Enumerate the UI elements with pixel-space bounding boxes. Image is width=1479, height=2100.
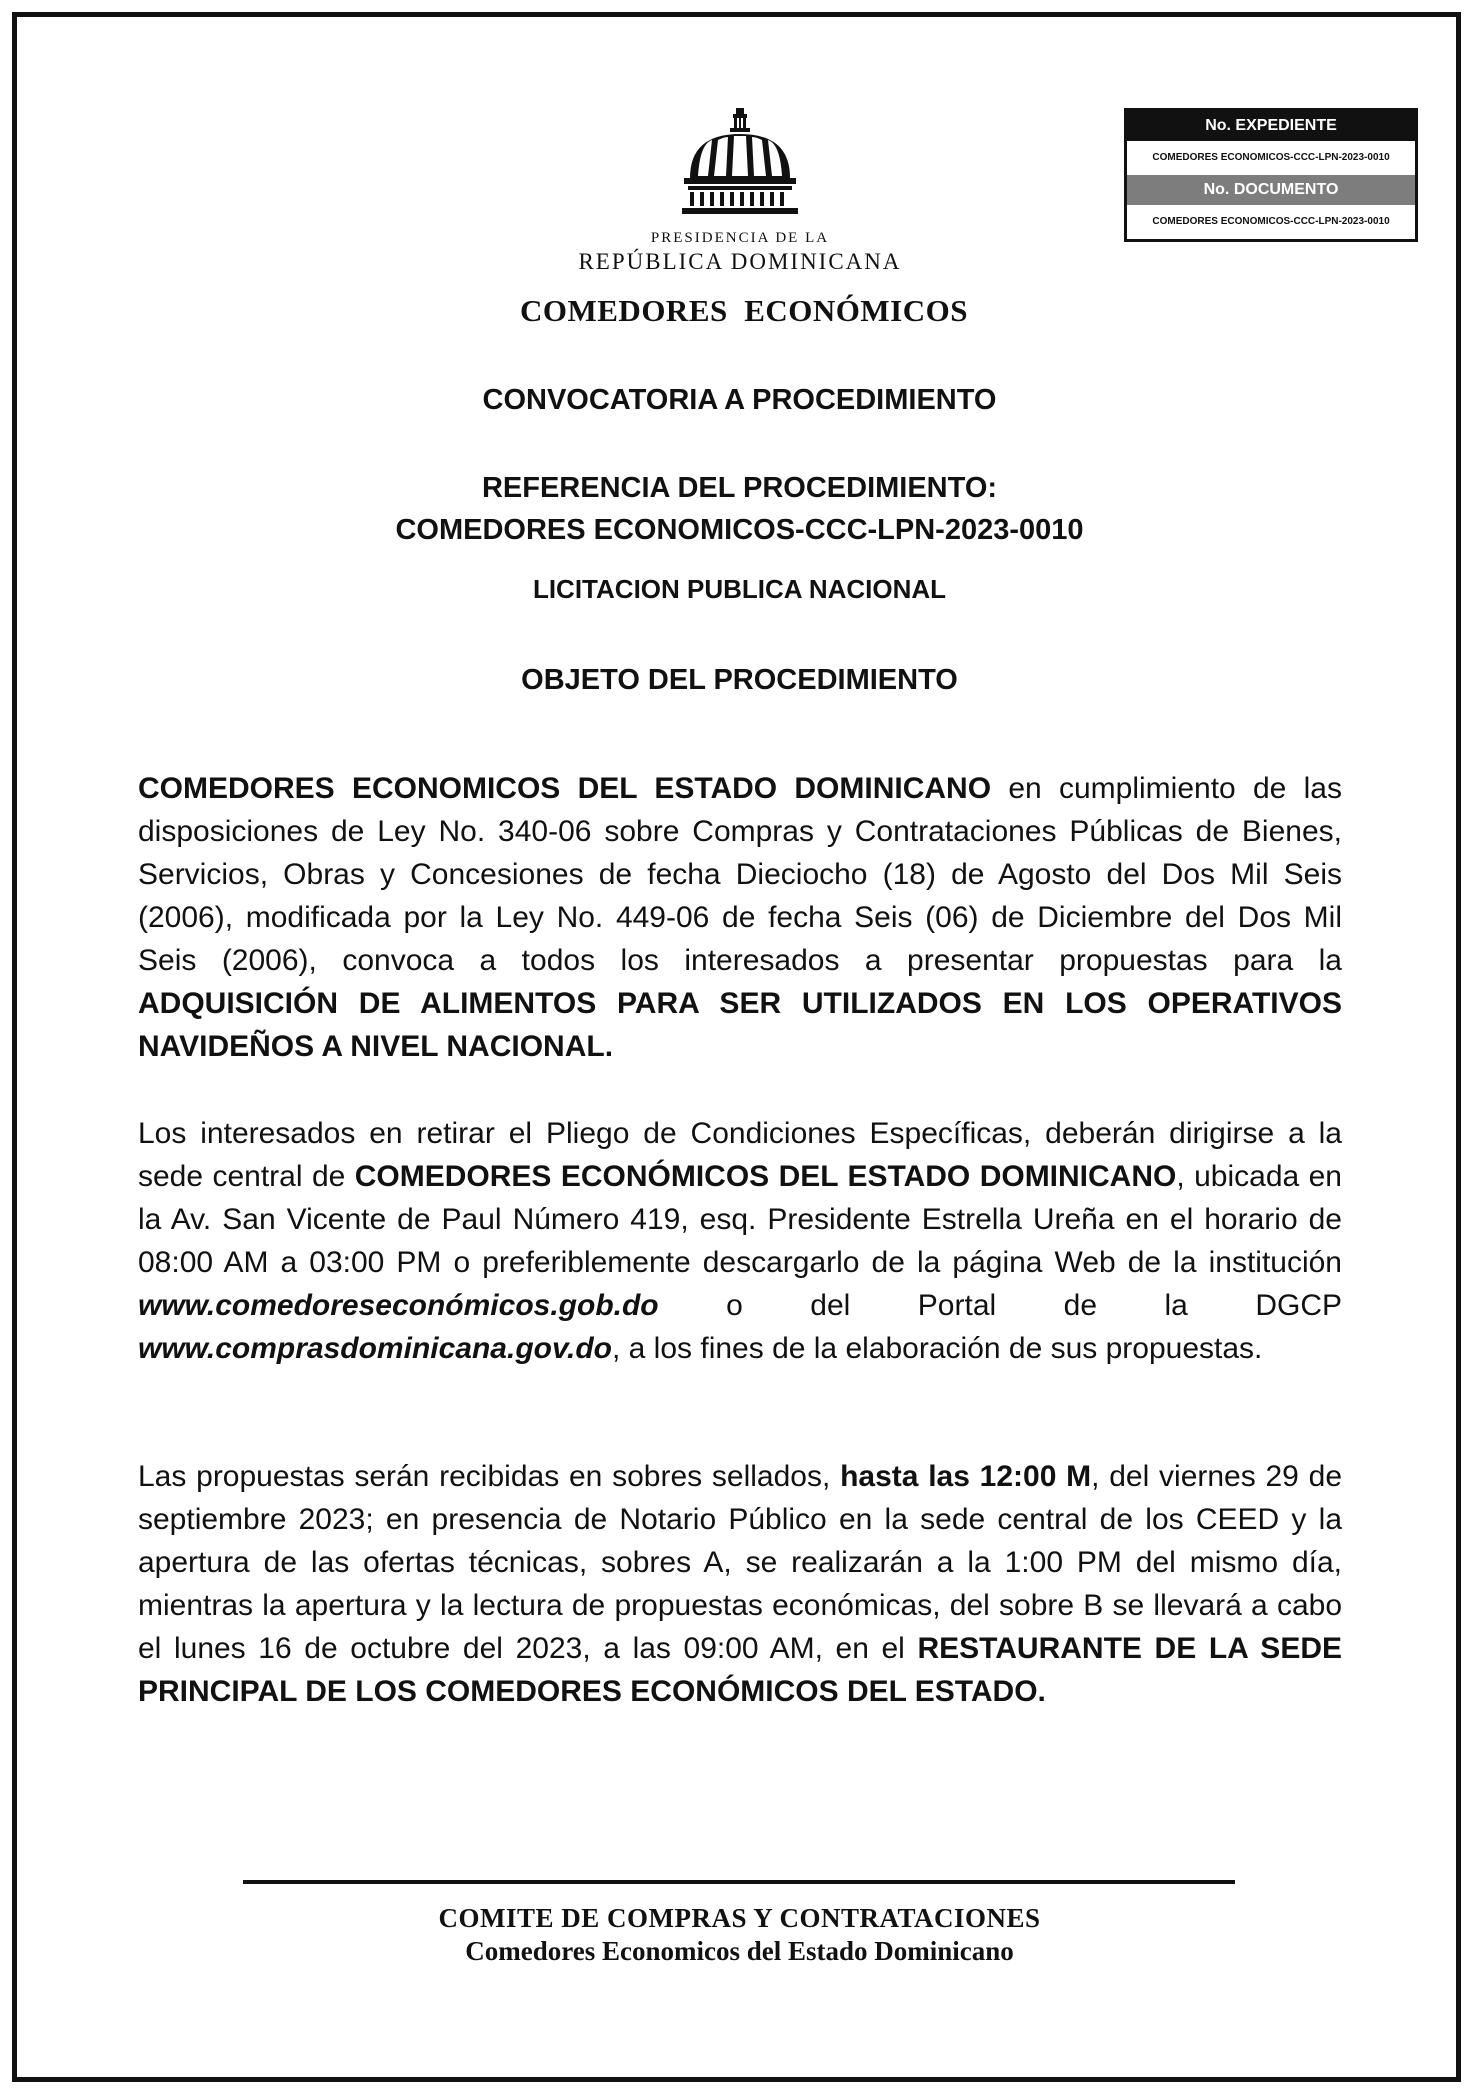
- paragraph-text: Los interesados en retirar el Pliego de Condiciones Específicas, deberán dirigirse a la sede central de: [138, 1117, 1342, 1193]
- palacio-nacional-dome-icon: [678, 108, 802, 216]
- paragraph-propuestas: [138, 1455, 1342, 1713]
- objeto-title: OBJETO DEL PROCEDIMIENTO: [521, 664, 958, 696]
- paragraph-text: , del viernes 29 de septiembre 2023; en presencia de Notario Público en la sede central de los CEED y la apertura de las ofertas técnicas, sobres A, se realizarán a la 1:00 PM del mismo día, mientras la apertura y la lectura de propuestas económicas, del sobre B se llevará a cabo el lunes 16 de octubre del 2023, a las 09:00 AM, en el: [138, 1460, 1343, 1665]
- paragraph-convocatoria: [138, 767, 1342, 1068]
- institution-logo: [520, 108, 968, 329]
- institution-name: COMEDORES ECONÓMICOS: [520, 293, 968, 328]
- republica-label: REPÚBLICA DOMINICANA: [578, 249, 902, 274]
- procedure-type: LICITACION PUBLICA NACIONAL: [532, 574, 947, 604]
- signature-line: [243, 1880, 1235, 1884]
- venue-text: RESTAURANTE DE LA SEDE PRINCIPAL DE LOS COMEDORES ECONÓMICOS DEL ESTADO.: [138, 1632, 1342, 1708]
- paragraph-text: , a los fines de la elaboración de sus propuestas.: [611, 1332, 1263, 1365]
- paragraph-text: en cumplimiento de las disposiciones de Ley No. 340-06 sobre Compras y Contrataciones Públicas de Bienes, Servicios, Obras y Concesiones de fecha Dieciocho (18) de Agosto del Dos Mil Seis (2006), modificada por la Ley No. 449-06 de fecha Seis (06) de Diciembre del Dos Mil Seis (2006), convoca a todos los interesados a presentar propuestas para la: [138, 772, 1342, 977]
- paragraph-text: Las propuestas serán recibidas en sobres sellados,: [138, 1460, 841, 1493]
- referencia-label: REFERENCIA DEL PROCEDIMIENTO:: [481, 472, 998, 504]
- paragraph-pliego: [138, 1112, 1342, 1370]
- paragraph-text: o del Portal de la DGCP: [658, 1289, 1342, 1322]
- procurement-object: ADQUISICIÓN DE ALIMENTOS PARA SER UTILIZADOS EN LOS OPERATIVOS NAVIDEÑOS A NIVEL NACIONAL.: [138, 987, 1342, 1063]
- documento-label: No. DOCUMENTO: [1127, 175, 1415, 205]
- institution-full-name: Comedores Economicos del Estado Dominicano: [465, 1936, 1014, 1966]
- dgcp-portal-link[interactable]: www.comprasdominicana.gov.do: [138, 1332, 612, 1365]
- paragraph-text: , ubicada en la Av. San Vicente de Paul Número 419, esq. Presidente Estrella Ureña en el horario de 08:00 AM a 03:00 PM o preferiblemente descargarlo de la página Web de la institución: [138, 1160, 1342, 1279]
- expediente-box: [1124, 108, 1418, 242]
- presidencia-label: PRESIDENCIA DE LA: [650, 230, 830, 246]
- entity-name: COMEDORES ECONÓMICOS DEL ESTADO DOMINICANO: [354, 1160, 1177, 1193]
- convocatoria-title: CONVOCATORIA A PROCEDIMIENTO: [482, 384, 997, 416]
- expediente-label: No. EXPEDIENTE: [1127, 111, 1415, 141]
- expediente-value: COMEDORES ECONOMICOS-CCC-LPN-2023-0010: [1127, 141, 1415, 175]
- institution-website-link[interactable]: www.comedoreseconómicos.gob.do: [138, 1289, 659, 1322]
- deadline-text: hasta las 12:00 M: [840, 1460, 1092, 1493]
- referencia-value: COMEDORES ECONOMICOS-CCC-LPN-2023-0010: [395, 514, 1084, 546]
- committee-name: COMITE DE COMPRAS Y CONTRATACIONES: [438, 1903, 1041, 1933]
- entity-name: COMEDORES ECONOMICOS DEL ESTADO DOMINICANO: [138, 772, 992, 805]
- documento-value: COMEDORES ECONOMICOS-CCC-LPN-2023-0010: [1127, 205, 1415, 239]
